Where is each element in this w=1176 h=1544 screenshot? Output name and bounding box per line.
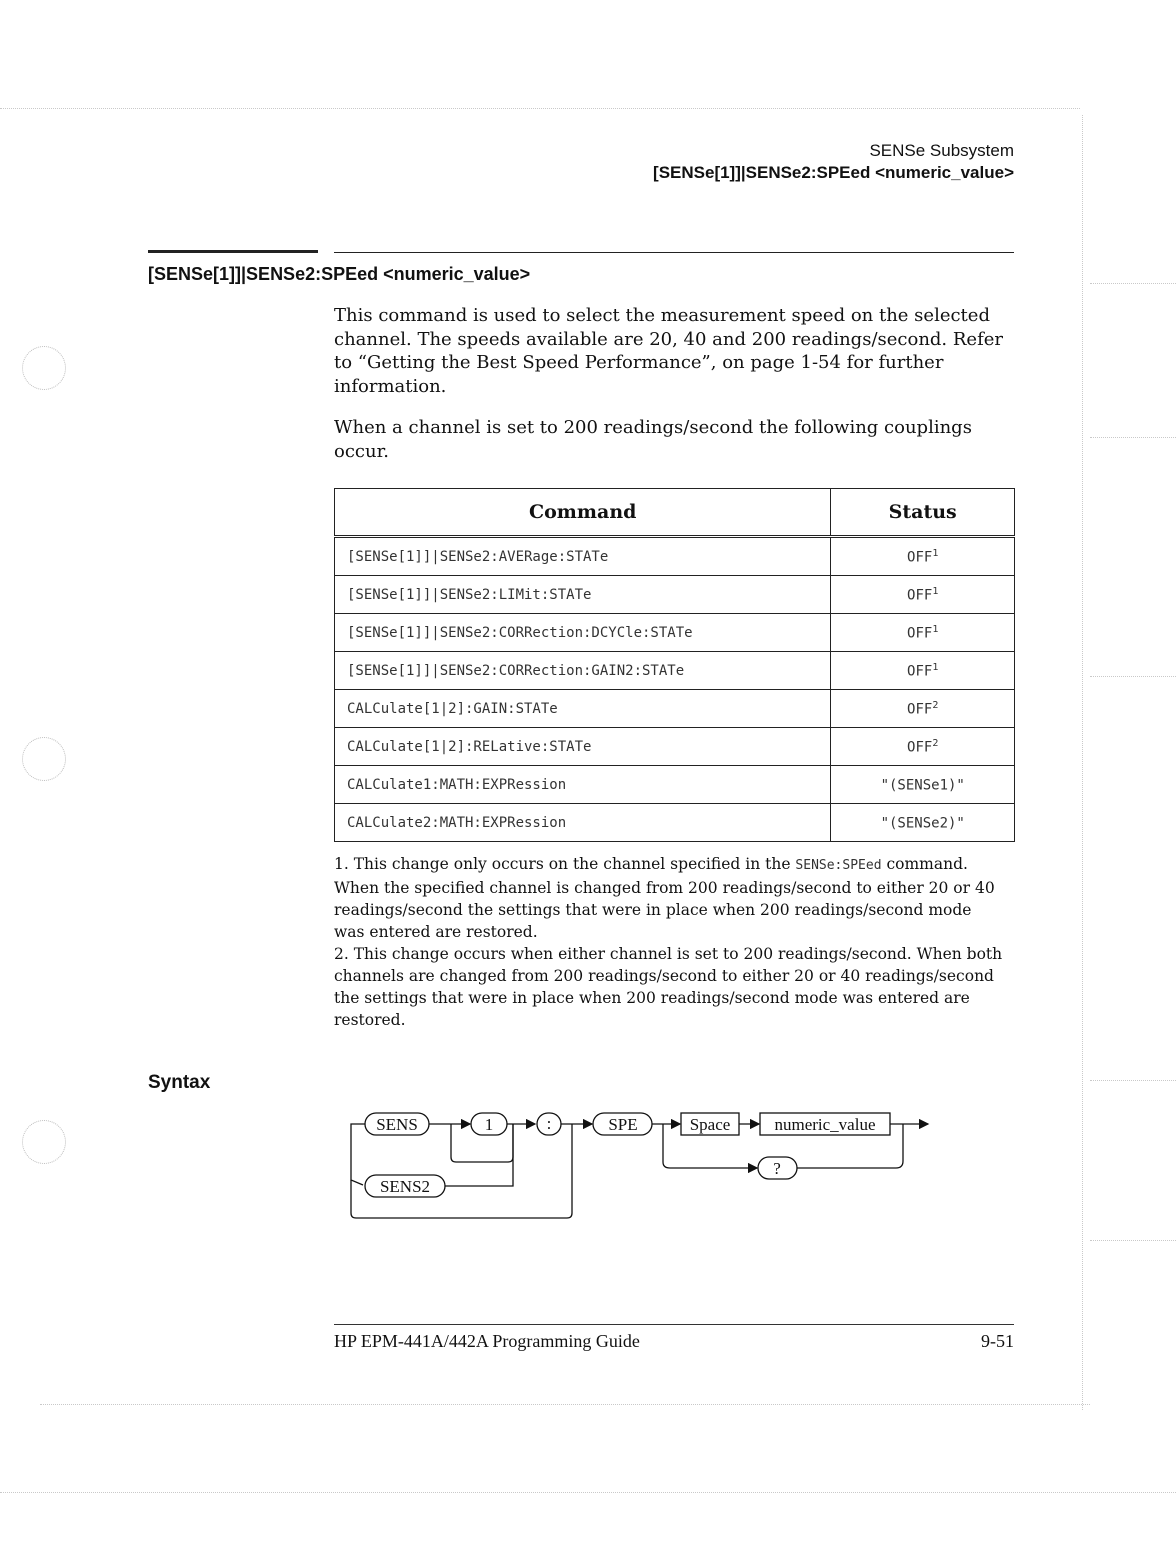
command-cell: [SENSe[1]]|SENSe2:CORRection:DCYCle:STATe bbox=[335, 614, 831, 652]
node-sens2 bbox=[365, 1175, 445, 1197]
node-query-label: ? bbox=[773, 1159, 781, 1178]
command-cell: [SENSe[1]]|SENSe2:CORRection:GAIN2:STATe bbox=[335, 652, 831, 690]
scan-artifact bbox=[0, 1492, 1176, 1493]
syntax-heading: Syntax bbox=[148, 1072, 211, 1093]
node-colon bbox=[537, 1113, 561, 1135]
coupling-paragraph: When a channel is set to 200 readings/second the following couplings occur. bbox=[334, 417, 972, 462]
footnote-1 bbox=[334, 853, 1004, 943]
status-cell bbox=[831, 766, 1015, 804]
status-value: "(SENSe1)" bbox=[880, 777, 965, 794]
footnote-ref: 1 bbox=[932, 585, 939, 597]
status-value: OFF bbox=[907, 739, 933, 756]
connector-line bbox=[351, 1124, 572, 1218]
status-value: OFF bbox=[907, 701, 933, 718]
running-header-subsystem: SENSe Subsystem bbox=[869, 141, 1014, 160]
node-numeric-value bbox=[760, 1113, 890, 1135]
status-cell bbox=[831, 537, 1015, 576]
status-cell bbox=[831, 576, 1015, 614]
column-header-command: Command bbox=[335, 489, 831, 537]
section-title: [SENSe[1]]|SENSe2:SPEed <numeric_value> bbox=[148, 264, 531, 284]
command-cell: [SENSe[1]]|SENSe2:LIMit:STATe bbox=[335, 576, 831, 614]
command-cell: CALCulate2:MATH:EXPRession bbox=[335, 804, 831, 842]
table-header-row bbox=[335, 489, 1015, 537]
punch-hole bbox=[22, 737, 66, 781]
command-cell: [SENSe[1]]|SENSe2:AVERage:STATe bbox=[335, 537, 831, 576]
command-cell: CALCulate[1|2]:RELative:STATe bbox=[335, 728, 831, 766]
table-row bbox=[335, 614, 1015, 652]
scan-artifact bbox=[40, 1404, 1090, 1405]
node-spe bbox=[593, 1113, 652, 1135]
footnote-2: 2. This change occurs when either channel is set to 200 readings/second. When both channels are changed from 200 readings/second to either 20 or 40 readings/second the settings that were in place when 200 readings/second mode was entered are restored. bbox=[334, 945, 1003, 1029]
footnote-1-text-cont: command. When the specified channel is changed from 200 readings/second to either 20 or 40 readings/second the settings that were in place when 200 readings/second mode was entered are restored. bbox=[334, 855, 995, 941]
status-cell bbox=[831, 652, 1015, 690]
command-cell: CALCulate[1|2]:GAIN:STATe bbox=[335, 690, 831, 728]
status-cell bbox=[831, 690, 1015, 728]
command-cell: CALCulate1:MATH:EXPRession bbox=[335, 766, 831, 804]
node-space bbox=[681, 1113, 739, 1135]
status-cell bbox=[831, 728, 1015, 766]
table-row bbox=[335, 576, 1015, 614]
node-space-label: Space bbox=[689, 1115, 731, 1134]
footnote-ref: 1 bbox=[932, 547, 939, 559]
footer-guide-title: HP EPM-441A/442A Programming Guide bbox=[334, 1331, 640, 1351]
footnote-ref: 2 bbox=[932, 699, 939, 711]
punch-hole bbox=[22, 1120, 66, 1164]
description-paragraph: This command is used to select the measurement speed on the selected channel. The speeds available are 20, 40 and 200 readings/second. Refer to “Getting the Best Speed Performance”, on page 1-54 for further information. bbox=[334, 305, 1003, 397]
status-cell bbox=[831, 804, 1015, 842]
footnote-ref: 1 bbox=[932, 623, 939, 635]
scan-artifact bbox=[0, 108, 1080, 109]
node-one-label: 1 bbox=[484, 1115, 494, 1134]
status-value: OFF bbox=[907, 625, 933, 642]
syntax-diagram bbox=[345, 1105, 945, 1225]
footer-rule bbox=[334, 1324, 1014, 1325]
status-cell bbox=[831, 614, 1015, 652]
connector-line bbox=[351, 1124, 365, 1185]
node-spe-label: SPE bbox=[608, 1115, 638, 1134]
footnote-1-code: SENSe:SPEed bbox=[795, 858, 882, 873]
table-row bbox=[335, 690, 1015, 728]
status-value: OFF bbox=[907, 549, 933, 566]
table-row bbox=[335, 652, 1015, 690]
table-row bbox=[335, 804, 1015, 842]
node-one bbox=[471, 1113, 507, 1135]
footnote-1-text: 1. This change only occurs on the channel specified in the bbox=[334, 855, 796, 873]
status-value: OFF bbox=[907, 663, 933, 680]
page-number: 9-51 bbox=[981, 1331, 1014, 1351]
node-colon-label: : bbox=[546, 1114, 552, 1133]
node-query bbox=[758, 1157, 797, 1179]
footnote-ref: 2 bbox=[932, 737, 939, 749]
section-rule-thick bbox=[148, 250, 318, 253]
scan-artifact bbox=[1090, 1240, 1176, 1241]
node-sens2-label: SENS2 bbox=[379, 1177, 431, 1196]
scan-artifact bbox=[1090, 283, 1176, 284]
status-value: "(SENSe2)" bbox=[880, 815, 965, 832]
table-row bbox=[335, 766, 1015, 804]
table-footnotes bbox=[334, 853, 1004, 1031]
running-header-command: [SENSe[1]]|SENSe2:SPEed <numeric_value> bbox=[653, 163, 1014, 182]
node-numeric-label: numeric_value bbox=[774, 1115, 876, 1134]
column-header-status: Status bbox=[831, 489, 1015, 537]
footnote-ref: 1 bbox=[932, 661, 939, 673]
scan-artifact bbox=[1090, 1080, 1176, 1081]
table-row bbox=[335, 728, 1015, 766]
table-row bbox=[335, 537, 1015, 576]
scan-artifact bbox=[1082, 115, 1083, 1410]
status-value: OFF bbox=[907, 587, 933, 604]
node-sens bbox=[365, 1113, 429, 1135]
coupling-table bbox=[334, 488, 1015, 842]
punch-hole bbox=[22, 346, 66, 390]
scan-artifact bbox=[1090, 437, 1176, 438]
section-rule-thin bbox=[334, 252, 1014, 253]
scan-artifact bbox=[1090, 676, 1176, 677]
node-sens-label: SENS bbox=[376, 1115, 418, 1134]
